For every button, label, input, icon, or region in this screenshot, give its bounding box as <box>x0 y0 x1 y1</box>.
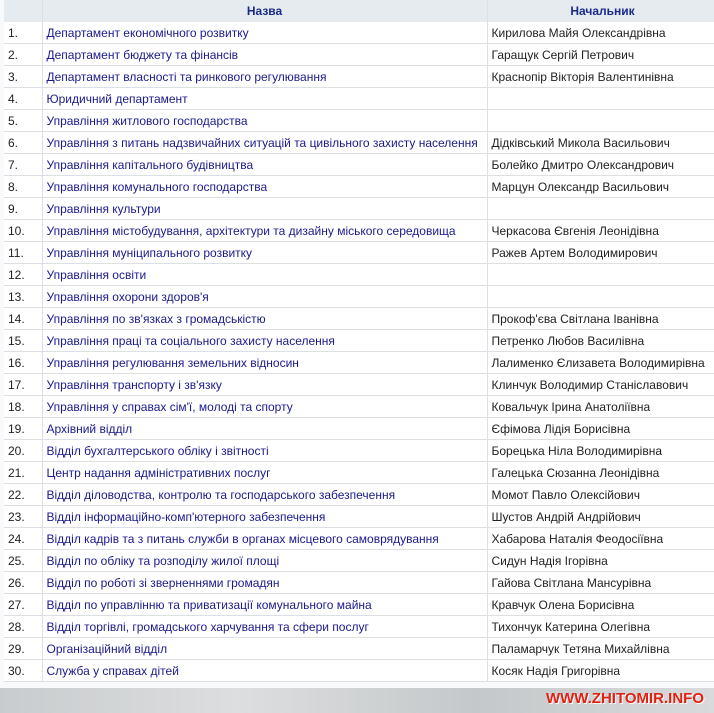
row-number: 29. <box>4 638 42 660</box>
head-name: Клинчук Володимир Станіславович <box>487 374 714 396</box>
department-cell <box>42 154 487 176</box>
table-row <box>4 638 714 660</box>
table-row <box>4 550 714 572</box>
head-name <box>487 198 714 220</box>
department-cell <box>42 352 487 374</box>
table-row <box>4 88 714 110</box>
department-link[interactable]: Відділ по роботі зі зверненнями громадян <box>46 575 280 590</box>
table-row <box>4 154 714 176</box>
row-number: 16. <box>4 352 42 374</box>
table-row <box>4 286 714 308</box>
row-number: 20. <box>4 440 42 462</box>
department-cell <box>42 110 487 132</box>
department-cell <box>42 550 487 572</box>
department-link[interactable]: Відділ діловодства, контролю та господарського забезпечення <box>46 487 396 502</box>
head-name: Ражев Артем Володимирович <box>487 242 714 264</box>
head-name: Черкасова Євгенія Леонідівна <box>487 220 714 242</box>
department-cell <box>42 242 487 264</box>
head-name: Гайова Світлана Мансурівна <box>487 572 714 594</box>
head-name: Кирилова Майя Олександрівна <box>487 22 714 44</box>
row-number: 28. <box>4 616 42 638</box>
table-row <box>4 264 714 286</box>
department-link[interactable]: Управління містобудування, архітектури та дизайну міського середовища <box>46 223 456 238</box>
footer-banner <box>0 688 714 713</box>
department-cell <box>42 132 487 154</box>
row-number: 21. <box>4 462 42 484</box>
table-row <box>4 462 714 484</box>
row-number: 2. <box>4 44 42 66</box>
department-cell <box>42 88 487 110</box>
head-name: Гаращук Сергій Петрович <box>487 44 714 66</box>
department-link[interactable]: Управління по зв'язках з громадськістю <box>46 311 266 326</box>
table-row <box>4 528 714 550</box>
department-link[interactable]: Юридичний департамент <box>46 91 188 106</box>
head-name: Єфімова Лідія Борисівна <box>487 418 714 440</box>
table-row <box>4 484 714 506</box>
head-name: Прокоф'єва Світлана Іванівна <box>487 308 714 330</box>
department-link[interactable]: Управління з питань надзвичайних ситуацій та цивільного захисту населення <box>46 135 478 150</box>
head-name: Ковальчук Ірина Анатоліївна <box>487 396 714 418</box>
department-cell <box>42 396 487 418</box>
department-link[interactable]: Відділ по управлінню та приватизації комунального майна <box>46 597 372 612</box>
table-row <box>4 594 714 616</box>
department-link[interactable]: Служба у справах дітей <box>46 663 179 678</box>
department-link[interactable]: Управління охорони здоров'я <box>46 289 209 304</box>
department-cell <box>42 616 487 638</box>
header-number <box>4 0 42 22</box>
department-cell <box>42 220 487 242</box>
department-link[interactable]: Управління транспорту і зв'язку <box>46 377 222 392</box>
department-link[interactable]: Управління культури <box>46 201 161 216</box>
head-name <box>487 286 714 308</box>
department-cell <box>42 572 487 594</box>
row-number: 11. <box>4 242 42 264</box>
department-cell <box>42 66 487 88</box>
row-number: 30. <box>4 660 42 682</box>
table-row <box>4 572 714 594</box>
department-link[interactable]: Відділ торгівлі, громадського харчування та сфери послуг <box>46 619 369 634</box>
head-name: Дідківський Микола Васильович <box>487 132 714 154</box>
department-cell <box>42 462 487 484</box>
department-link[interactable]: Управління у справах сім'ї, молоді та спорту <box>46 399 293 414</box>
table-row <box>4 440 714 462</box>
department-cell <box>42 528 487 550</box>
department-link[interactable]: Управління житлового господарства <box>46 113 248 128</box>
table-row <box>4 66 714 88</box>
head-name: Тихончук Катерина Олегівна <box>487 616 714 638</box>
department-link[interactable]: Відділ кадрів та з питань служби в органах місцевого самоврядування <box>46 531 439 546</box>
table-row <box>4 22 714 44</box>
row-number: 14. <box>4 308 42 330</box>
head-name: Косяк Надія Григорівна <box>487 660 714 682</box>
department-cell <box>42 638 487 660</box>
row-number: 25. <box>4 550 42 572</box>
table-row <box>4 616 714 638</box>
row-number: 23. <box>4 506 42 528</box>
table-row <box>4 176 714 198</box>
table-row <box>4 506 714 528</box>
department-link[interactable]: Відділ по обліку та розподілу жилої площі <box>46 553 280 568</box>
department-cell <box>42 594 487 616</box>
department-link[interactable]: Центр надання адміністративних послуг <box>46 465 271 480</box>
department-cell <box>42 286 487 308</box>
department-cell <box>42 506 487 528</box>
row-number: 6. <box>4 132 42 154</box>
row-number: 18. <box>4 396 42 418</box>
head-name: Болейко Дмитро Олександрович <box>487 154 714 176</box>
head-name: Петренко Любов Василівна <box>487 330 714 352</box>
department-link[interactable]: Відділ бухгалтерського обліку і звітності <box>46 443 269 458</box>
head-name <box>487 264 714 286</box>
department-cell <box>42 660 487 682</box>
department-cell <box>42 330 487 352</box>
head-name: Лалименко Єлизавета Володимирівна <box>487 352 714 374</box>
row-number: 24. <box>4 528 42 550</box>
table-row <box>4 220 714 242</box>
department-cell <box>42 176 487 198</box>
head-name: Шустов Андрій Андрійович <box>487 506 714 528</box>
department-cell <box>42 308 487 330</box>
department-link[interactable]: Департамент власності та ринкового регулювання <box>46 69 327 84</box>
table-row <box>4 374 714 396</box>
table-row <box>4 352 714 374</box>
head-name: Марцун Олександр Васильович <box>487 176 714 198</box>
head-name: Сидун Надія Ігорівна <box>487 550 714 572</box>
head-name: Хабарова Наталія Феодосіївна <box>487 528 714 550</box>
table-header <box>4 0 714 22</box>
header-head: Начальник <box>487 0 714 22</box>
department-link[interactable]: Управління комунального господарства <box>46 179 268 194</box>
table-row <box>4 308 714 330</box>
row-number: 19. <box>4 418 42 440</box>
table-row <box>4 330 714 352</box>
head-name <box>487 88 714 110</box>
table-row <box>4 418 714 440</box>
department-cell <box>42 44 487 66</box>
row-number: 8. <box>4 176 42 198</box>
row-number: 9. <box>4 198 42 220</box>
department-cell <box>42 22 487 44</box>
department-link[interactable]: Управління муніципального розвитку <box>46 245 253 260</box>
table-row <box>4 132 714 154</box>
head-name: Кравчук Олена Борисівна <box>487 594 714 616</box>
department-link[interactable]: Управління регулювання земельних відносин <box>46 355 299 370</box>
row-number: 12. <box>4 264 42 286</box>
row-number: 10. <box>4 220 42 242</box>
table-row <box>4 660 714 682</box>
header-name: Назва <box>42 0 487 22</box>
row-number: 4. <box>4 88 42 110</box>
department-link[interactable]: Департамент бюджету та фінансів <box>46 47 239 62</box>
row-number: 13. <box>4 286 42 308</box>
row-number: 17. <box>4 374 42 396</box>
row-number: 3. <box>4 66 42 88</box>
department-cell <box>42 374 487 396</box>
head-name: Краснопір Вікторія Валентинівна <box>487 66 714 88</box>
table-row <box>4 242 714 264</box>
department-link[interactable]: Управління праці та соціального захисту населення <box>46 333 335 348</box>
department-cell <box>42 264 487 286</box>
table-row <box>4 44 714 66</box>
department-link[interactable]: Архівний відділ <box>46 421 133 436</box>
table-row <box>4 198 714 220</box>
department-link[interactable]: Відділ інформаційно-комп'ютерного забезпечення <box>46 509 326 524</box>
table-row <box>4 110 714 132</box>
head-name: Момот Павло Олексійович <box>487 484 714 506</box>
row-number: 26. <box>4 572 42 594</box>
department-link[interactable]: Організаційний відділ <box>46 641 168 656</box>
department-link[interactable]: Департамент економічного розвитку <box>46 25 249 40</box>
row-number: 22. <box>4 484 42 506</box>
site-watermark: WWW.ZHITOMIR.INFO <box>545 690 704 707</box>
head-name: Галецька Сюзанна Леонідівна <box>487 462 714 484</box>
department-cell <box>42 484 487 506</box>
department-link[interactable]: Управління капітального будівництва <box>46 157 254 172</box>
department-cell <box>42 418 487 440</box>
row-number: 15. <box>4 330 42 352</box>
departments-table <box>4 0 714 682</box>
table-row <box>4 396 714 418</box>
row-number: 27. <box>4 594 42 616</box>
row-number: 7. <box>4 154 42 176</box>
head-name: Борецька Ніла Володимирівна <box>487 440 714 462</box>
head-name <box>487 110 714 132</box>
department-cell <box>42 198 487 220</box>
head-name: Паламарчук Тетяна Михайлівна <box>487 638 714 660</box>
department-link[interactable]: Управління освіти <box>46 267 147 282</box>
department-cell <box>42 440 487 462</box>
row-number: 1. <box>4 22 42 44</box>
row-number: 5. <box>4 110 42 132</box>
